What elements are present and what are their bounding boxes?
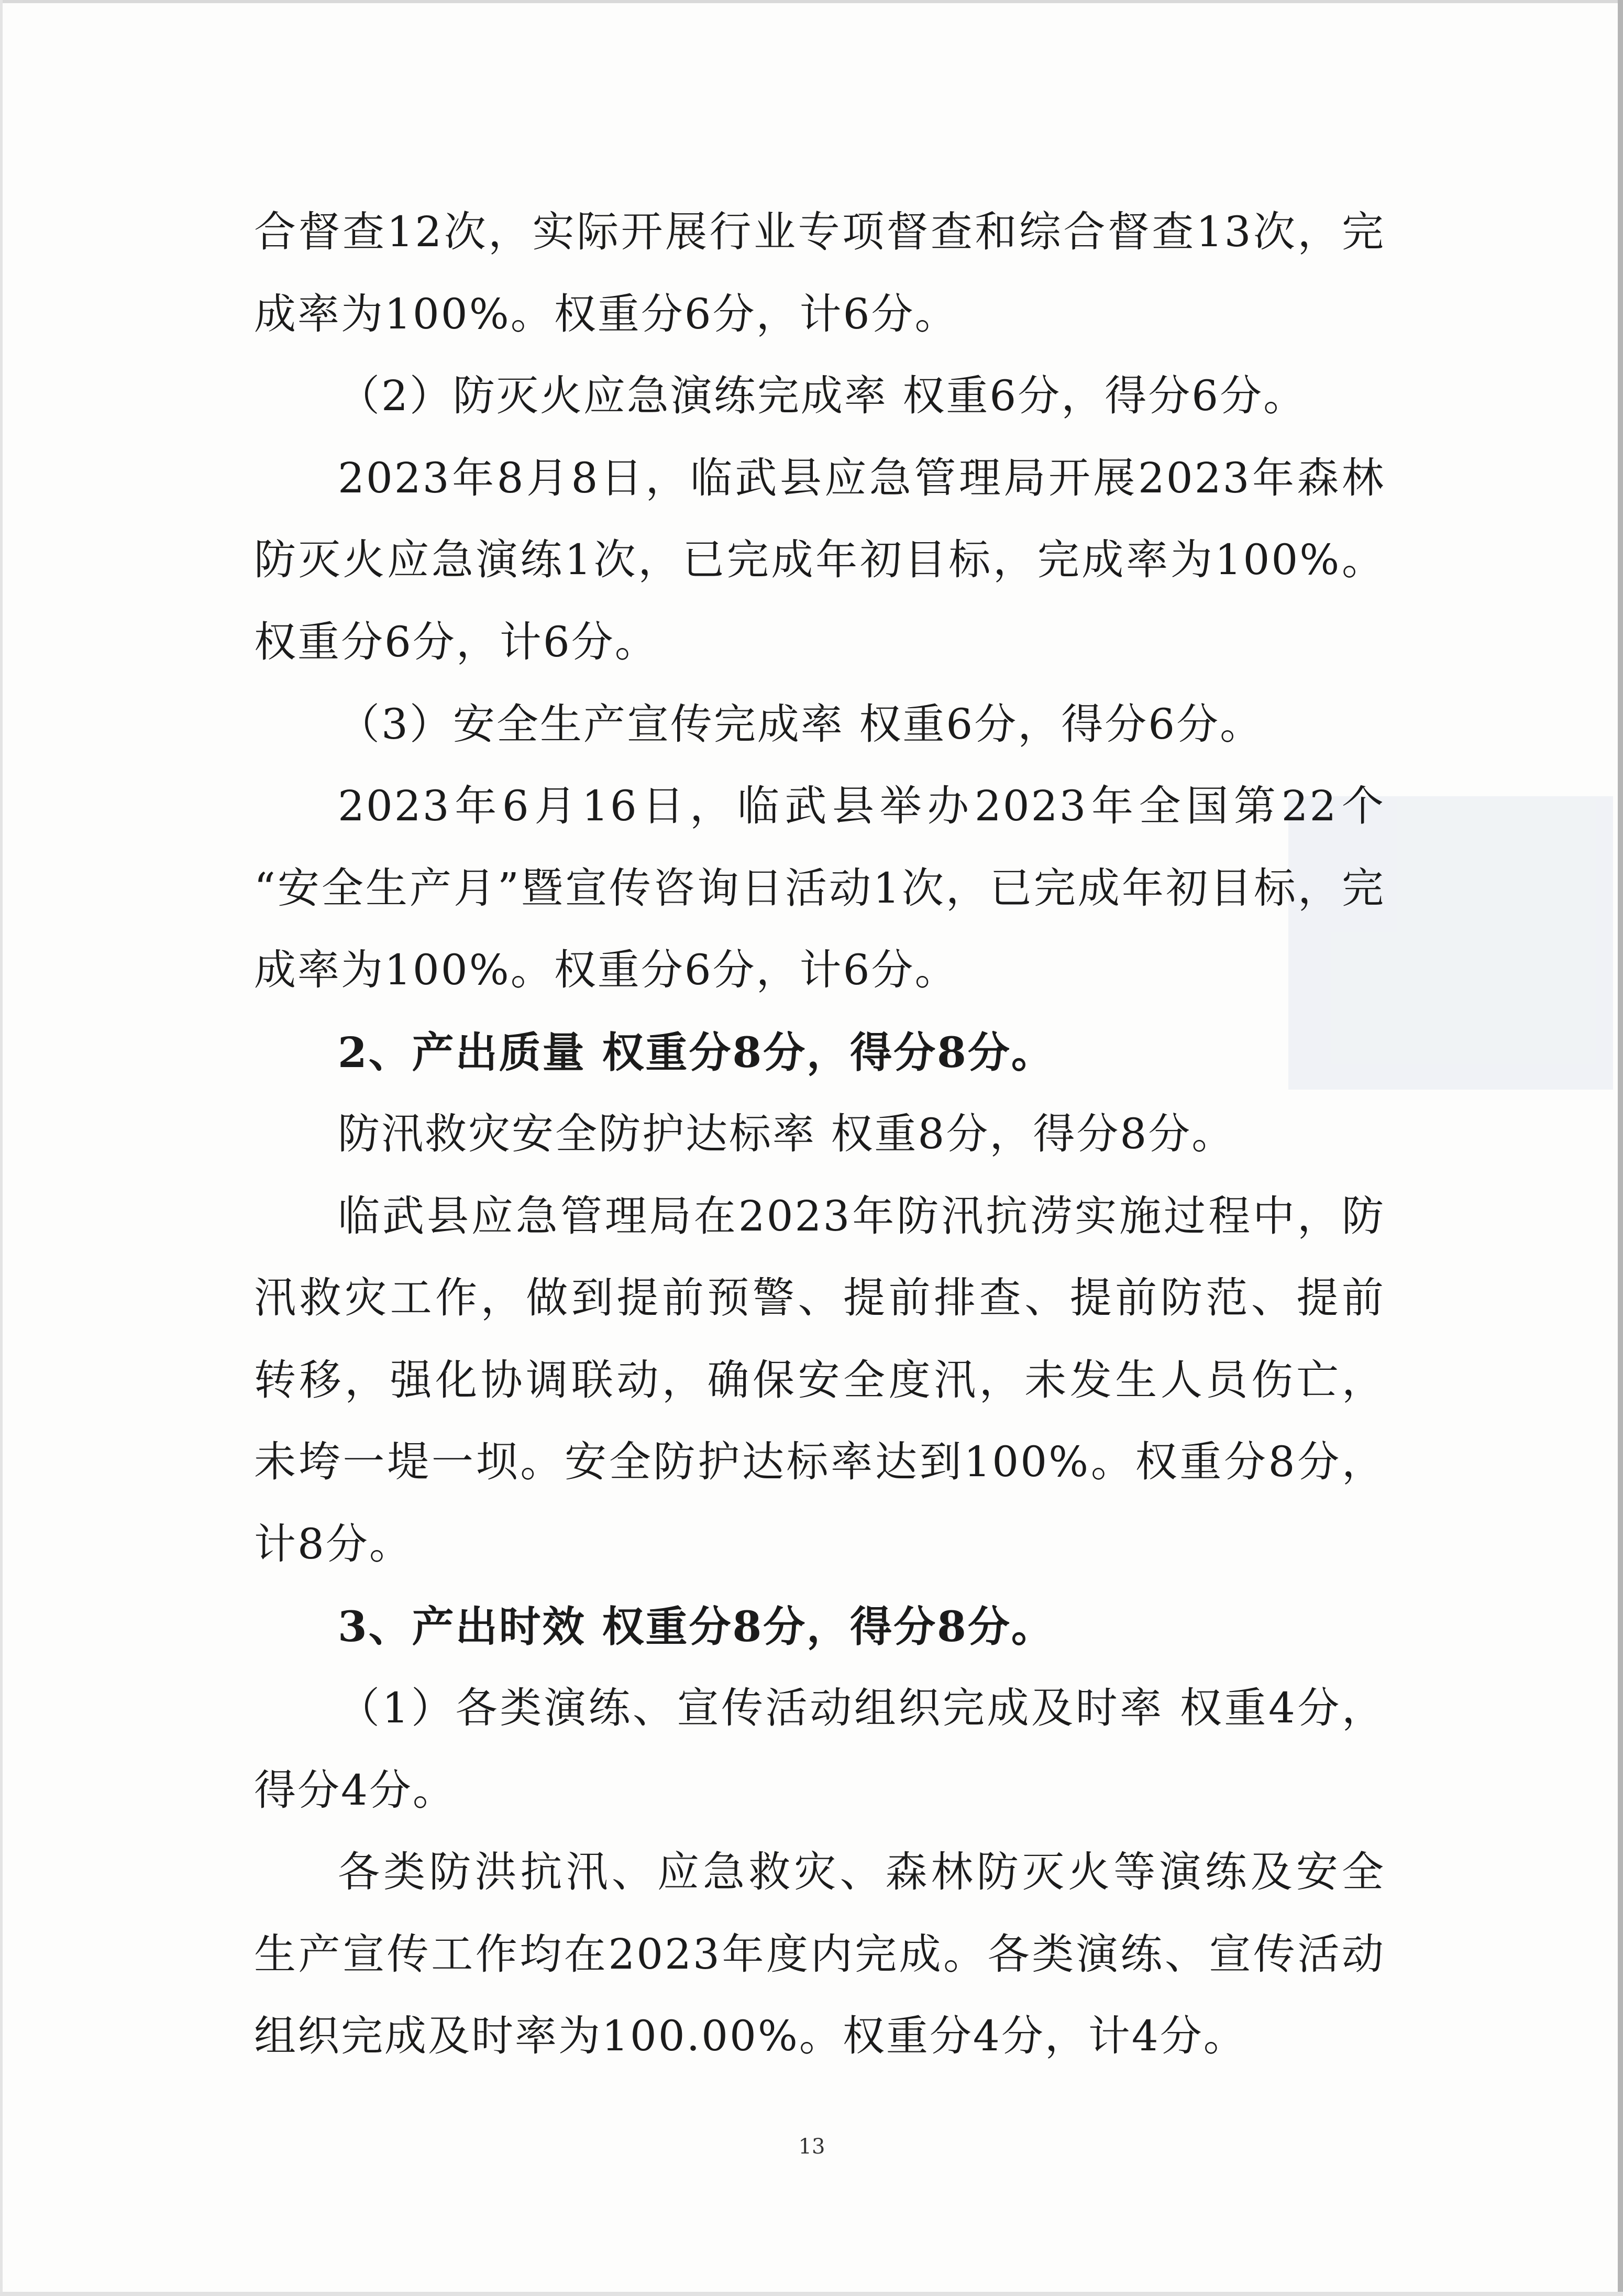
subsection-heading: （2）防灭火应急演练完成率 权重6分，得分6分。 <box>338 371 1307 420</box>
scan-edge-bottom <box>0 2292 1623 2296</box>
text-line: “安全生产月”暨宣传咨询日活动1次，已完成年初目标，完 <box>254 864 1385 913</box>
text-line: 各类防洪抗汛、应急救灾、森林防灭火等演练及安全 <box>338 1848 1385 1896</box>
text-line: 未垮一堤一坝。安全防护达标率达到100%。权重分8分， <box>254 1437 1385 1486</box>
text-line: 转移，强化协调联动，确保安全度汛，未发生人员伤亡， <box>254 1356 1385 1404</box>
text-line: 得分4分。 <box>254 1766 456 1815</box>
text-line: 合督查12次，实际开展行业专项督查和综合督查13次，完 <box>254 207 1385 256</box>
text-line: 2023年8月8日，临武县应急管理局开展2023年森林 <box>338 454 1385 502</box>
text-line: 防灭火应急演练1次，已完成年初目标，完成率为100%。 <box>254 535 1385 584</box>
text-line: 生产宣传工作均在2023年度内完成。各类演练、宣传活动 <box>254 1930 1385 1979</box>
section-heading: 3、产出时效 权重分8分，得分8分。 <box>338 1602 1055 1651</box>
subsection-heading: （3）安全生产宣传完成率 权重6分，得分6分。 <box>338 700 1264 749</box>
text-line: 成率为100%。权重分6分，计6分。 <box>254 290 958 338</box>
scan-edge-right <box>1618 0 1623 2296</box>
scan-edge-top <box>0 0 1623 3</box>
text-line: 临武县应急管理局在2023年防汛抗涝实施过程中，防 <box>338 1192 1385 1240</box>
text-line: 计8分。 <box>254 1520 413 1568</box>
text-line: 成率为100%。权重分6分，计6分。 <box>254 946 958 994</box>
scan-bleed-through <box>1288 796 1613 1090</box>
text-line: 2023年6月16日，临武县举办2023年全国第22个 <box>338 782 1385 830</box>
section-heading: 2、产出质量 权重分8分，得分8分。 <box>338 1028 1055 1077</box>
page-number: 13 <box>798 2135 825 2159</box>
scan-edge-left <box>0 0 3 2296</box>
text-line: 汛救灾工作，做到提前预警、提前排查、提前防范、提前 <box>254 1273 1385 1322</box>
text-line: 组织完成及时率为100.00%。权重分4分，计4分。 <box>254 2012 1247 2060</box>
text-line: 权重分6分，计6分。 <box>254 618 658 666</box>
subsection-heading: （1）各类演练、宣传活动组织完成及时率 权重4分， <box>338 1684 1385 1732</box>
subsection-heading: 防汛救灾安全防护达标率 权重8分，得分8分。 <box>338 1109 1235 1158</box>
